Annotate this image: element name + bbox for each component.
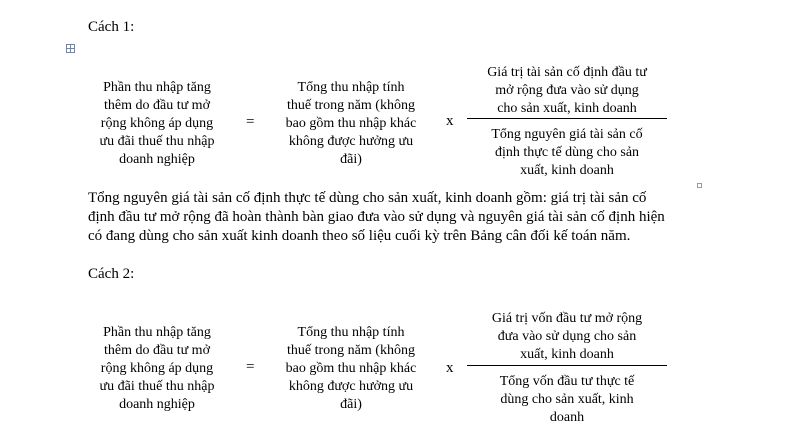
multiply-sign: x — [446, 360, 454, 376]
line: không được hưởng ưu — [288, 134, 414, 149]
line: doanh nghiệp — [119, 397, 195, 412]
line: thêm do đầu tư mở — [104, 343, 210, 358]
line: xuất, kinh doanh — [520, 163, 614, 178]
line: Tổng thu nhập tính — [297, 325, 405, 340]
line: Tổng thu nhập tính — [297, 80, 405, 95]
heading-method-2: Cách 2: — [88, 266, 135, 282]
method-1-denominator — [467, 126, 667, 180]
equals-sign: = — [246, 114, 255, 130]
paragraph-line: Tổng nguyên giá tài sản cố định thực tế dùng cho sản xuất, kinh doanh gồm: giá trị tài sản cố — [88, 190, 647, 206]
line: doanh — [549, 410, 585, 425]
line: ưu đãi thuế thu nhập — [99, 134, 215, 149]
line: xuất, kinh doanh — [520, 347, 614, 362]
line: mở rộng đưa vào sử dụng — [495, 83, 639, 98]
method-1-middle-cell — [272, 79, 430, 169]
line: dùng cho sản xuất, kinh — [500, 392, 634, 407]
method-1-left-cell — [83, 79, 231, 169]
line: thuế trong năm (không — [287, 98, 415, 113]
method-2-left-cell — [83, 324, 231, 414]
line: Phần thu nhập tăng — [103, 325, 211, 340]
table-move-handle-icon[interactable] — [66, 44, 75, 53]
line: bao gồm thu nhập khác — [285, 116, 417, 131]
line: thuế trong năm (không — [287, 343, 415, 358]
line: rộng không áp dụng — [100, 116, 214, 131]
line: ưu đãi thuế thu nhập — [99, 379, 215, 394]
fraction-bar — [467, 118, 667, 119]
line: Tổng vốn đầu tư thực tế — [499, 374, 635, 389]
equals-sign: = — [246, 359, 255, 375]
line: không được hưởng ưu — [288, 379, 414, 394]
method-2-denominator — [467, 373, 667, 427]
paragraph-line: có đang dùng cho sản xuất kinh doanh theo số liệu cuối kỳ trên Bảng cân đối kế toán năm. — [88, 228, 631, 244]
line: doanh nghiệp — [119, 152, 195, 167]
line: thêm do đầu tư mở — [104, 98, 210, 113]
method-1-numerator — [467, 64, 667, 118]
fraction-bar — [467, 365, 667, 366]
end-of-cell-marker-icon — [697, 183, 702, 188]
line: Giá trị vốn đầu tư mở rộng — [491, 311, 643, 326]
line: đãi) — [340, 152, 362, 167]
line: Tổng nguyên giá tài sản cố — [491, 127, 643, 142]
line: Phần thu nhập tăng — [103, 80, 211, 95]
method-2-numerator — [467, 310, 667, 364]
heading-method-1: Cách 1: — [88, 19, 135, 35]
line: cho sản xuất, kinh doanh — [497, 101, 637, 116]
line: Giá trị tài sản cố định đầu tư — [487, 65, 647, 80]
paragraph-line: định đầu tư mở rộng đã hoàn thành bàn giao đưa vào sử dụng và nguyên giá tài sản cố định hiện — [88, 209, 665, 225]
method-2-middle-cell — [272, 324, 430, 414]
line: đưa vào sử dụng cho sản — [497, 329, 637, 344]
explanation-paragraph — [88, 189, 778, 246]
line: định thực tế dùng cho sản — [494, 145, 640, 160]
line: bao gồm thu nhập khác — [285, 361, 417, 376]
line: rộng không áp dụng — [100, 361, 214, 376]
line: đãi) — [340, 397, 362, 412]
multiply-sign: x — [446, 113, 454, 129]
